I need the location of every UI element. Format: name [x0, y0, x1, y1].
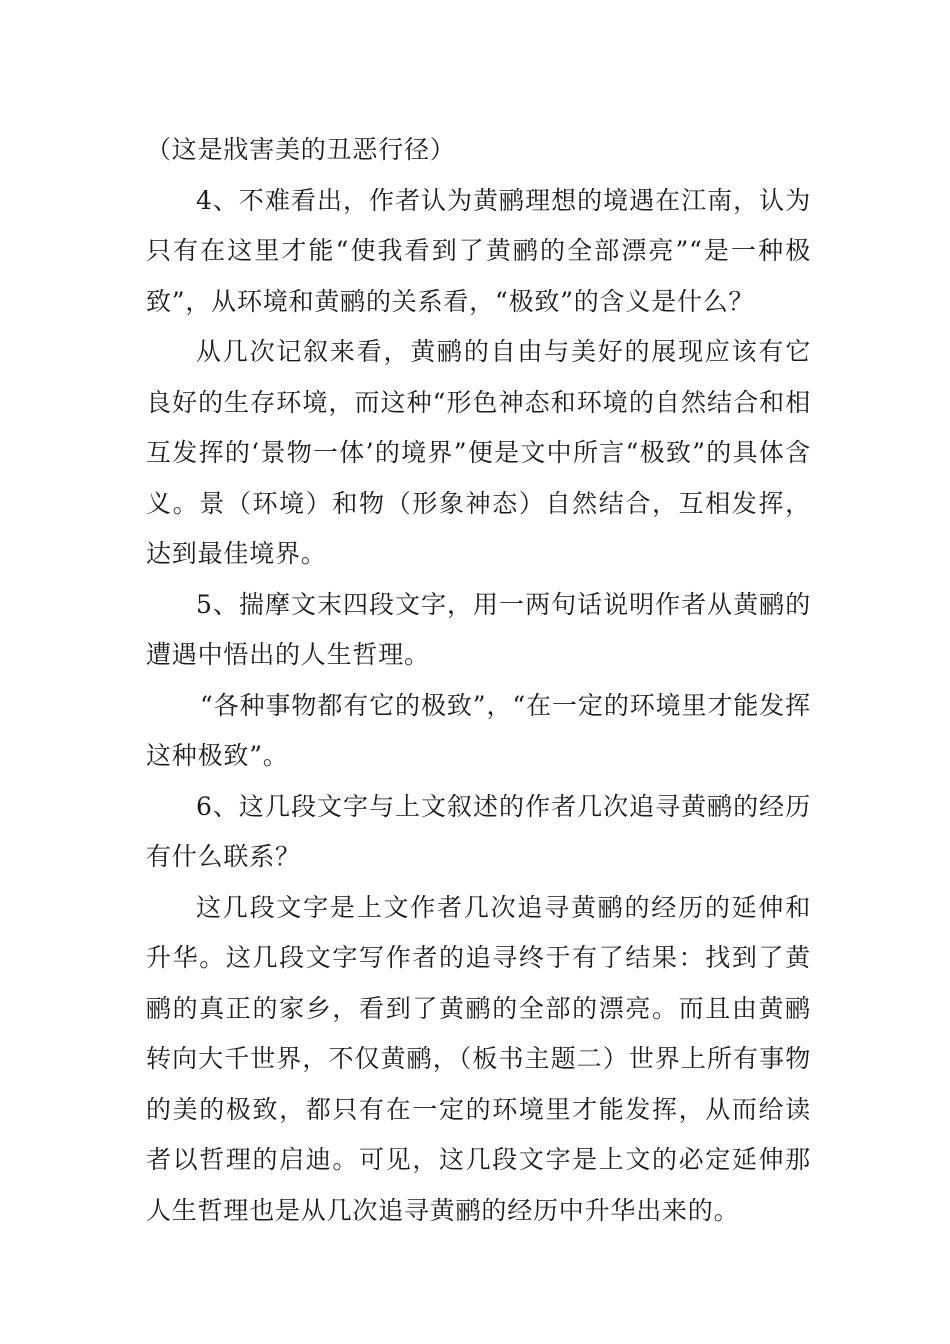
paragraph-answer-5: “各种事物都有它的极致”，“在一定的环境里才能发挥这种极致”。 — [146, 690, 811, 770]
paragraph-question-4: 4、不难看出，作者认为黄鹂理想的境遇在江南，认为只有在这里才能“使我看到了黄鹂的全部漂亮”“是一种极致”，从环境和黄鹂的关系看，“极致”的含义是什么？ — [146, 185, 811, 316]
document-body — [146, 125, 811, 1236]
paragraph-answer-6: 这几段文字是上文作者几次追寻黄鹂的经历的延伸和升华。这几段文字写作者的追寻终于有了结果：找到了黄鹂的真正的家乡，看到了黄鹂的全部的漂亮。而且由黄鹂转向大千世界，不仅黄鹂，（板书主题二）世界上所有事物的美的极致，都只有在一定的环境里才能发挥，从而给读者以哲理的启迪。可见，这几段文字是上文的必定延伸那人生哲理也是从几次追寻黄鹂的经历中升华出来的。 — [146, 892, 811, 1225]
paragraph-question-5: 5、揣摩文末四段文字，用一两句话说明作者从黄鹂的遭遇中悟出的人生哲理。 — [146, 589, 811, 669]
paragraph-note: （这是戕害美的丑恶行径） — [146, 135, 456, 164]
paragraph-answer-4: 从几次记叙来看，黄鹂的自由与美好的展现应该有它良好的生存环境，而这种“形色神态和环境的自然结合和相互发挥的‘景物一体’的境界”便是文中所言“极致”的具体含义。景（环境）和物（形象神态）自然结合，互相发挥，达到最佳境界。 — [146, 337, 811, 568]
paragraph-question-6: 6、这几段文字与上文叙述的作者几次追寻黄鹂的经历有什么联系？ — [146, 791, 811, 871]
